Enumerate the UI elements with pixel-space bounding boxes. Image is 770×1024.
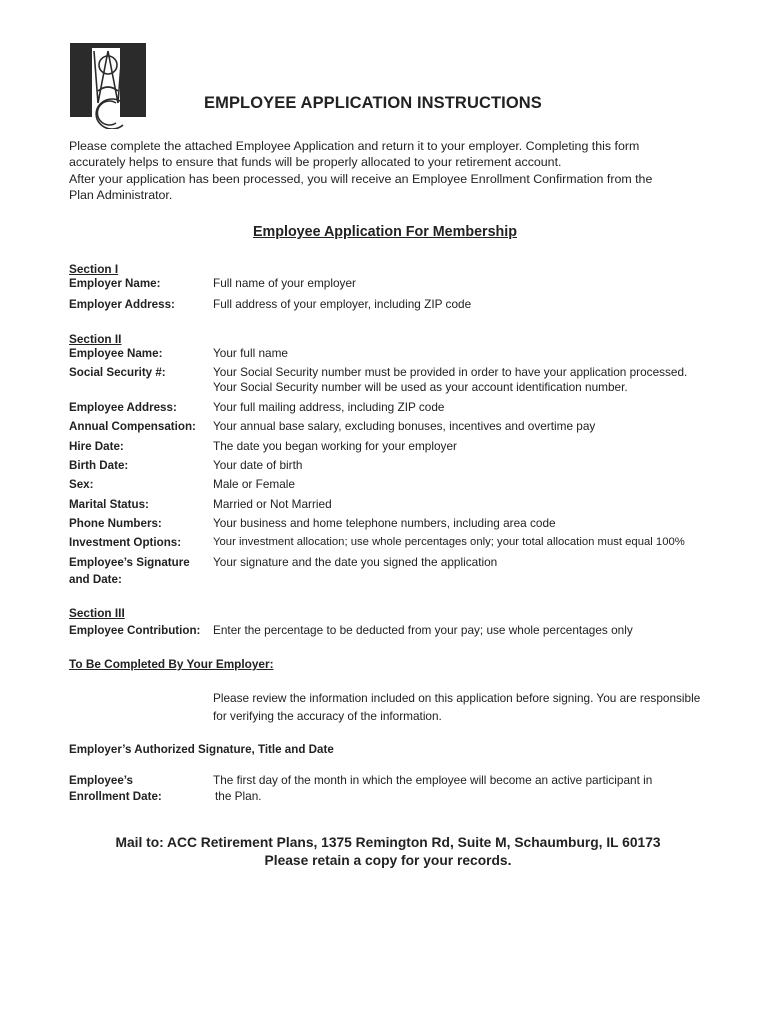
section-3-heading: Section III xyxy=(69,606,125,620)
employer-signature-label: Employer’s Authorized Signature, Title and Date xyxy=(69,743,334,756)
retain-copy-note: Please retain a copy for your records. xyxy=(264,853,512,868)
intro-paragraph-1: Please complete the attached Employee Application and return it to your employer. Completing this form accurately helps to ensure that funds will be properly allocated to your retirement account. xyxy=(69,139,640,169)
field-description: The date you began working for your employer xyxy=(213,439,457,453)
field-description: Married or Not Married xyxy=(213,497,332,511)
field-description: Your business and home telephone numbers, including area code xyxy=(213,516,556,530)
field-label: Employee Contribution: xyxy=(69,624,201,637)
field-label: Employer Address: xyxy=(69,298,175,311)
acc-logo xyxy=(70,43,146,129)
field-label: Employee Name: xyxy=(69,347,163,360)
field-description: Full address of your employer, including ZIP code xyxy=(213,297,472,311)
field-label: Phone Numbers: xyxy=(69,517,162,530)
field-label: Social Security #: xyxy=(69,366,166,379)
field-description: Your full name xyxy=(213,346,288,360)
field-description: Your investment allocation; use whole percentages only; your total allocation must equal 100% xyxy=(213,536,685,548)
field-description: Your Social Security number must be provided in order to have your application processed. xyxy=(213,365,688,379)
field-description: Your full mailing address, including ZIP code xyxy=(213,400,445,414)
field-label: Investment Options: xyxy=(69,536,182,549)
field-description: Enter the percentage to be deducted from your pay; use whole percentages only xyxy=(213,623,633,637)
field-label: Employee Address: xyxy=(69,401,177,414)
mailing-address: Mail to: ACC Retirement Plans, 1375 Remington Rd, Suite M, Schaumburg, IL 60173 xyxy=(115,835,661,850)
field-description: Male or Female xyxy=(213,477,295,491)
enrollment-label-continued: Enrollment Date: xyxy=(69,790,162,803)
field-label-continued: and Date: xyxy=(69,573,122,586)
field-description: Your date of birth xyxy=(213,458,303,472)
field-label: Employee’s Signature xyxy=(69,556,190,569)
field-label: Employer Name: xyxy=(69,277,161,290)
form-title: Employee Application For Membership xyxy=(252,224,517,240)
field-label: Hire Date: xyxy=(69,440,124,453)
field-description: Your annual base salary, excluding bonuses, incentives and overtime pay xyxy=(213,419,596,433)
employer-section-heading: To Be Completed By Your Employer: xyxy=(69,657,274,671)
field-label: Annual Compensation: xyxy=(69,420,196,433)
field-label: Birth Date: xyxy=(69,459,129,472)
field-label: Sex: xyxy=(69,478,94,491)
page-title: EMPLOYEE APPLICATION INSTRUCTIONS xyxy=(204,94,542,112)
field-label: Marital Status: xyxy=(69,498,149,511)
employer-review-text: Please review the information included on this application before signing. You are responsible for verifying the accuracy of the information. xyxy=(213,691,701,723)
field-description: Your signature and the date you signed the application xyxy=(213,555,498,569)
field-description-continued: Your Social Security number will be used as your account identification number. xyxy=(213,380,628,394)
enrollment-label: Employee’s xyxy=(69,774,134,787)
enrollment-description-continued: the Plan. xyxy=(215,789,262,803)
intro-paragraph-2: After your application has been processed, you will receive an Employee Enrollment Confirmation from the Plan Administrator. xyxy=(69,172,653,202)
section-2-heading: Section II xyxy=(69,332,122,346)
section-1-heading: Section I xyxy=(69,262,119,276)
field-description: Full name of your employer xyxy=(213,276,356,290)
enrollment-description: The first day of the month in which the employee will become an active participant in xyxy=(213,773,653,787)
